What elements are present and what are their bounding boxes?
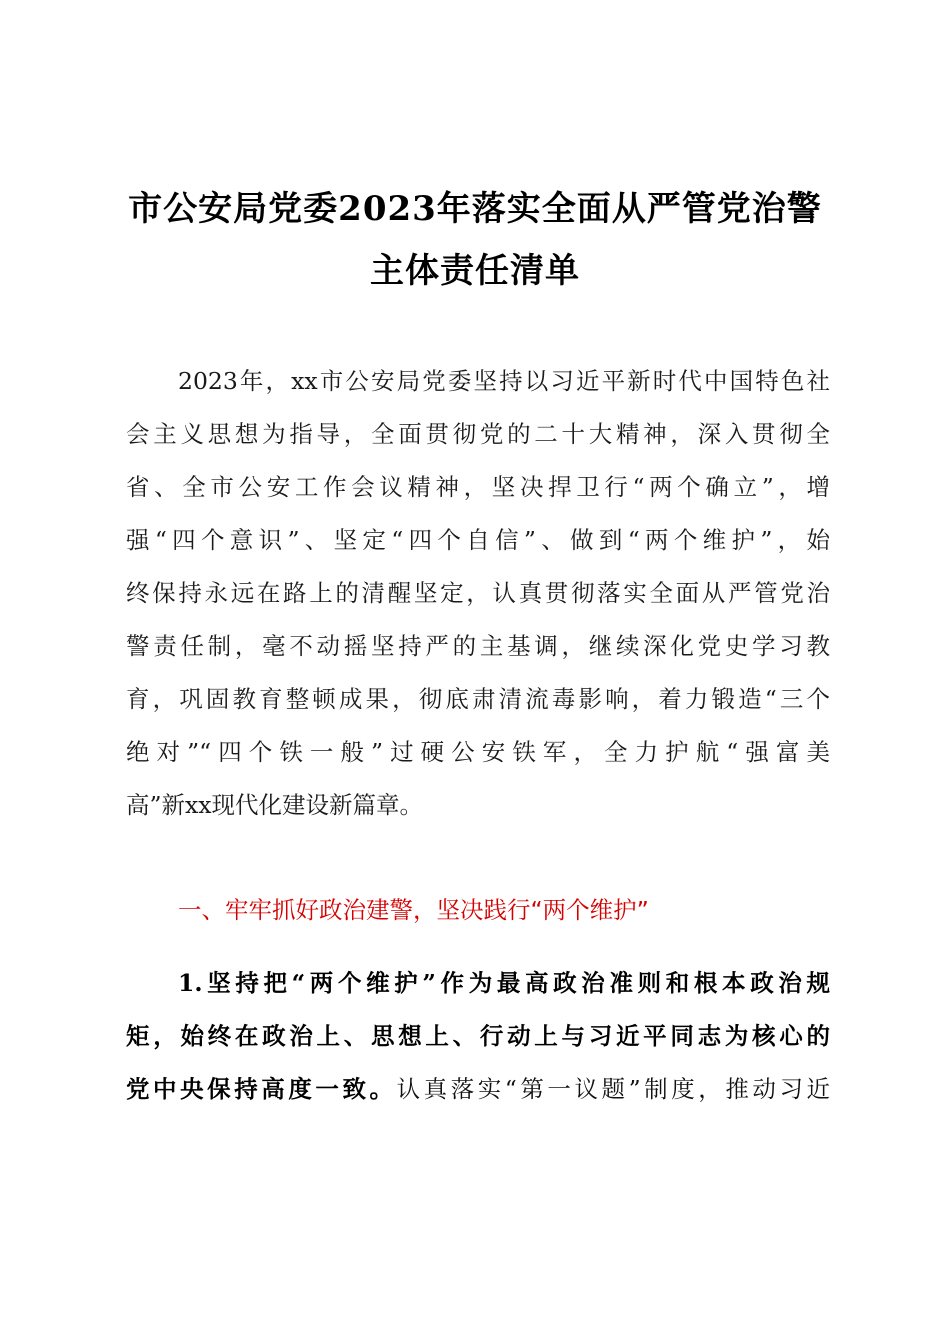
intro-paragraph-line: 2023年，xx市公安局党委坚持以习近平新时代中国特色社 [178,367,830,395]
intro-paragraph-line: 强“四个意识”、坚定“四个自信”、做到“两个维护”，始 [126,526,830,554]
item-1-line-1: 1.坚持把“两个维护”作为最高政治准则和根本政治规 [178,969,830,997]
intro-paragraph-line: 高”新xx现代化建设新篇章。 [126,791,424,819]
item-1-line-3 [126,1074,830,1104]
document-title-line-2: 主体责任清单 [370,251,580,291]
intro-paragraph-line: 警责任制，毫不动摇坚持严的主基调，继续深化党史学习教 [126,632,830,660]
item-1-continuation: 认真落实“第一议题”制度，推动习近 [396,1075,831,1103]
item-1-bold-lead: 党中央保持高度一致。 [126,1075,397,1103]
intro-paragraph-line: 省、全市公安工作会议精神，坚决捍卫行“两个确立”，增 [126,473,830,501]
section-heading-1: 一、牢牢抓好政治建警，坚决践行“两个维护” [178,896,649,924]
intro-paragraph-line: 终保持永远在路上的清醒坚定，认真贯彻落实全面从严管党治 [126,579,830,607]
intro-paragraph-line: 会主义思想为指导，全面贯彻党的二十大精神，深入贯彻全 [126,420,830,448]
item-1-line-2: 矩，始终在政治上、思想上、行动上与习近平同志为核心的 [126,1022,830,1050]
document-title-line-1: 市公安局党委2023年落实全面从严管党治警 [128,189,822,229]
intro-paragraph-line: 育，巩固教育整顿成果，彻底肃清流毒影响，着力锻造“三个 [126,685,830,713]
intro-paragraph-line: 绝对”“四个铁一般”过硬公安铁军，全力护航“强富美 [126,738,830,766]
